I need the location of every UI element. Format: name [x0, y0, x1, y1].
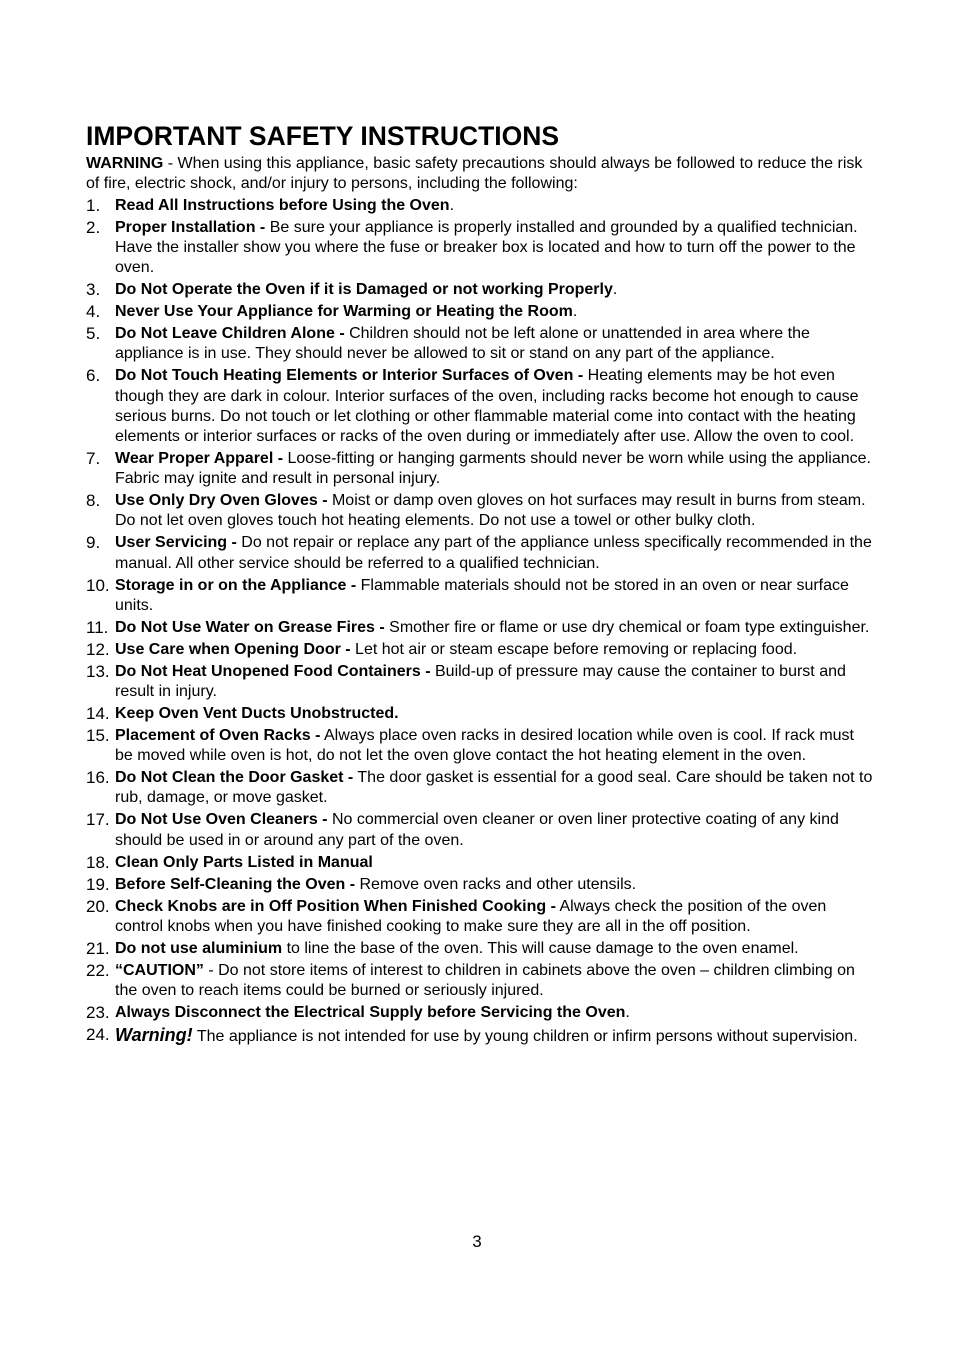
item-number: 11.	[86, 617, 109, 637]
item-body	[115, 576, 876, 616]
item-heading: Use Care when Opening Door -	[115, 640, 351, 658]
item-heading: Wear Proper Apparel -	[115, 450, 284, 468]
item-body	[115, 853, 876, 873]
item-body	[115, 618, 876, 638]
list-item	[86, 961, 876, 1001]
item-body	[115, 1003, 876, 1023]
document-page	[86, 120, 876, 1047]
item-number: 24.	[86, 1025, 110, 1045]
item-heading: Read All Instructions before Using the Oven	[115, 196, 450, 214]
item-number: 18.	[86, 852, 110, 872]
list-item	[86, 939, 876, 959]
item-body	[115, 961, 876, 1001]
list-item	[86, 196, 876, 216]
item-number: 22.	[86, 960, 110, 980]
safety-instructions-list	[86, 196, 876, 1047]
item-heading: Check Knobs are in Off Position When Finished Cooking -	[115, 897, 556, 915]
list-item	[86, 366, 876, 447]
item-number: 14.	[86, 704, 110, 724]
item-text: Remove oven racks and other utensils.	[355, 875, 637, 893]
item-number: 4.	[86, 302, 101, 322]
item-text: Do not repair or replace any part of the appliance unless specifically recommended in the manual. All other service should be referred to a qualified technician.	[115, 534, 872, 572]
item-text: Smother fire or flame or use dry chemical or foam type extinguisher.	[384, 618, 870, 636]
item-text: Children should not be left alone or unattended in area where the appliance is in use. They should never be allowed to sit or stand on any part of the appliance.	[115, 325, 810, 363]
item-number: 6.	[86, 366, 101, 386]
list-item	[86, 1025, 876, 1047]
item-number: 3.	[86, 280, 101, 300]
item-heading: User Servicing -	[115, 534, 237, 552]
item-body	[115, 449, 876, 489]
item-body	[115, 366, 876, 447]
intro-text: - When using this appliance, basic safety precautions should always be followed to reduce the risk of fire, electric shock, and/or injury to persons, including the following:	[86, 155, 863, 192]
item-text: Loose-fitting or hanging garments should never be worn while using the appliance. Fabric may ignite and result in personal injury.	[115, 450, 871, 488]
item-number: 12.	[86, 639, 110, 659]
item-heading: Do Not Use Oven Cleaners -	[115, 811, 328, 829]
item-text: .	[612, 281, 618, 299]
list-item	[86, 810, 876, 850]
item-text: .	[572, 303, 578, 321]
item-text: The appliance is not intended for use by young children or infirm persons without supervision.	[192, 1028, 858, 1046]
list-item	[86, 218, 876, 279]
item-heading: Use Only Dry Oven Gloves -	[115, 492, 328, 510]
item-body	[115, 704, 876, 724]
page-title: IMPORTANT SAFETY INSTRUCTIONS	[86, 121, 560, 151]
item-heading: Do Not Leave Children Alone -	[115, 325, 345, 343]
item-number: 21.	[86, 938, 110, 958]
item-number: 15.	[86, 726, 110, 746]
item-body	[115, 875, 876, 895]
intro-paragraph	[86, 154, 876, 194]
item-heading: Do Not Operate the Oven if it is Damaged or not working Properly	[115, 281, 613, 299]
list-item	[86, 576, 876, 616]
list-item	[86, 618, 876, 638]
item-heading: Before Self-Cleaning the Oven -	[115, 875, 356, 893]
item-text: Moist or damp oven gloves on hot surfaces may result in burns from steam. Do not let oven gloves touch hot heating elements. Do not use a towel or other bulky cloth.	[115, 492, 866, 530]
item-heading: Do Not Clean the Door Gasket -	[115, 769, 354, 787]
item-body	[115, 218, 876, 279]
item-text: Flammable materials should not be stored in an oven or near surface units.	[115, 576, 849, 614]
item-heading: Keep Oven Vent Ducts Unobstructed.	[115, 705, 399, 723]
item-number: 23.	[86, 1003, 110, 1023]
item-heading: Warning!	[115, 1025, 193, 1046]
item-body	[115, 726, 876, 766]
item-body	[115, 302, 876, 322]
item-text: Be sure your appliance is properly installed and grounded by a qualified technician. Have the installer show you where the fuse or breaker box is located and how to turn off the power to the oven.	[115, 218, 858, 277]
item-heading: Clean Only Parts Listed in Manual	[115, 853, 373, 871]
item-body	[115, 280, 876, 300]
item-text: Heating elements may be hot even though they are dark in colour. Interior surfaces of the oven, including racks become hot enough to cause serious burns. Do not touch or let clothing or other flammable material come into contact with the heating elements or interior surfaces or racks of the oven during or immediately after use. Allow the oven to cool.	[115, 367, 859, 446]
list-item	[86, 768, 876, 808]
item-heading: “CAUTION”	[115, 961, 204, 979]
list-item	[86, 491, 876, 531]
page-number: 3	[472, 1232, 482, 1251]
item-text: Always check the position of the oven control knobs when you have finished cooking to make sure they are all in the off position.	[115, 897, 827, 935]
list-item	[86, 324, 876, 364]
item-number: 1.	[86, 195, 101, 215]
list-item	[86, 704, 876, 724]
item-number: 10.	[86, 575, 110, 595]
item-number: 7.	[86, 449, 101, 469]
list-item	[86, 726, 876, 766]
item-body	[115, 640, 876, 660]
item-number: 8.	[86, 491, 101, 511]
item-text: - Do not store items of interest to children in cabinets above the oven – children climbing on the oven to reach items could be burned or seriously injured.	[115, 961, 855, 1000]
item-body	[115, 1025, 876, 1047]
item-body	[115, 768, 876, 808]
item-body	[115, 533, 876, 573]
item-heading: Do not use aluminium	[115, 939, 283, 957]
list-item	[86, 662, 876, 702]
item-number: 17.	[86, 810, 110, 830]
list-item	[86, 853, 876, 873]
item-text: .	[625, 1004, 630, 1022]
item-body	[115, 196, 876, 216]
item-number: 16.	[86, 768, 110, 788]
list-item	[86, 449, 876, 489]
item-heading: Do Not Use Water on Grease Fires -	[115, 618, 385, 636]
item-body	[115, 939, 876, 959]
list-item	[86, 533, 876, 573]
item-heading: Always Disconnect the Electrical Supply before Servicing the Oven	[115, 1004, 626, 1022]
item-number: 9.	[86, 533, 101, 553]
item-heading: Proper Installation -	[115, 218, 266, 236]
item-number: 19.	[86, 874, 110, 894]
item-number: 20.	[86, 896, 110, 916]
intro-warning-label: WARNING	[86, 155, 164, 172]
item-text: Always place oven racks in desired location while oven is cool. If rack must be moved while oven is hot, do not let the oven glove contact the hot heating element in the oven.	[115, 727, 854, 765]
list-item	[86, 280, 876, 300]
list-item	[86, 1003, 876, 1023]
item-number: 5.	[86, 324, 101, 344]
item-heading: Placement of Oven Racks -	[115, 727, 321, 745]
item-body	[115, 810, 876, 850]
item-text: No commercial oven cleaner or oven liner protective coating of any kind should be used in or around any part of the oven.	[115, 811, 839, 849]
list-item	[86, 875, 876, 895]
item-body	[115, 491, 876, 531]
item-text: Let hot air or steam escape before removing or replacing food.	[350, 640, 798, 658]
list-item	[86, 897, 876, 937]
item-text: Build-up of pressure may cause the container to burst and result in injury.	[115, 662, 846, 701]
item-heading: Do Not Touch Heating Elements or Interior Surfaces of Oven -	[115, 367, 584, 385]
item-number: 13.	[86, 661, 110, 681]
list-item	[86, 640, 876, 660]
item-heading: Do Not Heat Unopened Food Containers -	[115, 662, 431, 680]
item-number: 2.	[86, 217, 101, 237]
item-body	[115, 324, 876, 364]
item-text: to line the base of the oven. This will cause damage to the oven enamel.	[282, 939, 799, 957]
list-item	[86, 302, 876, 322]
item-heading: Never Use Your Appliance for Warming or Heating the Room	[115, 303, 573, 321]
item-text: .	[449, 196, 455, 214]
item-body	[115, 662, 876, 702]
item-text: The door gasket is essential for a good seal. Care should be taken not to rub, damage, or move gasket.	[115, 769, 873, 807]
item-body	[115, 897, 876, 937]
item-heading: Storage in or on the Appliance -	[115, 576, 357, 594]
